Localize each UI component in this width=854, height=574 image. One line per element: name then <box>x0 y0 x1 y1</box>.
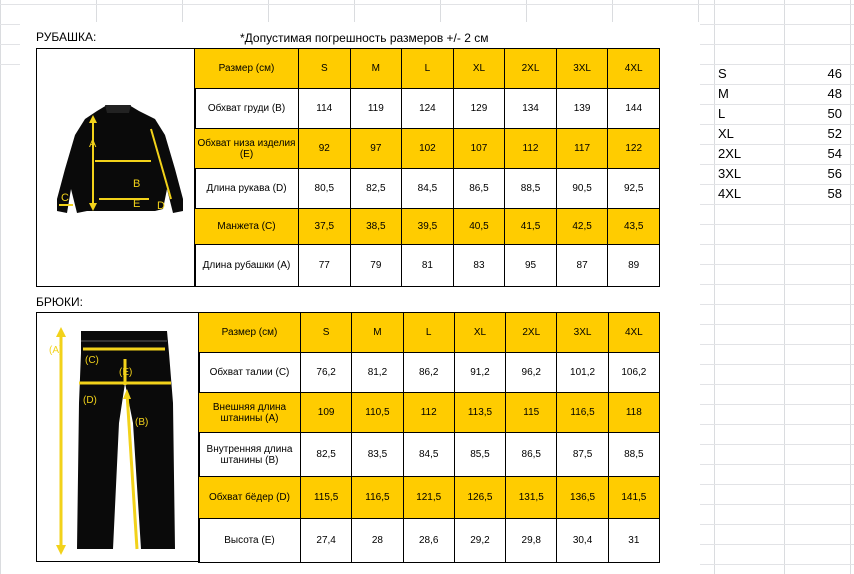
table-cell: 92,5 <box>608 169 660 209</box>
table-cell: 42,5 <box>556 209 608 245</box>
pants-illustration-frame <box>36 312 200 562</box>
size-cell[interactable]: 3XL <box>718 166 742 181</box>
table-cell: 134 <box>505 89 557 129</box>
table-cell: 118 <box>608 393 659 433</box>
table-cell: 85,5 <box>454 433 505 477</box>
row-label: Обхват груди (B) <box>195 89 299 129</box>
table-cell: 131,5 <box>506 477 557 519</box>
table-cell: 88,5 <box>505 169 557 209</box>
value-cell[interactable]: 54 <box>827 146 842 161</box>
size-map-row[interactable] <box>714 124 854 144</box>
shirt-header-4xl: 4XL <box>608 49 660 89</box>
table-cell: 115,5 <box>301 477 352 519</box>
shirt-illustration <box>37 49 195 286</box>
row-label: Обхват низа изделия (E) <box>195 129 299 169</box>
table-cell: 80,5 <box>299 169 351 209</box>
row-label: Длина рукава (D) <box>195 169 299 209</box>
table-cell: 84,5 <box>403 433 454 477</box>
table-cell: 112 <box>505 129 557 169</box>
table-cell: 40,5 <box>453 209 505 245</box>
size-map-row[interactable] <box>714 144 854 164</box>
table-cell: 124 <box>402 89 454 129</box>
table-cell: 102 <box>402 129 454 169</box>
table-cell: 30,4 <box>557 519 608 563</box>
table-cell: 86,2 <box>403 353 454 393</box>
table-cell: 81,2 <box>352 353 403 393</box>
size-cell[interactable]: 2XL <box>718 146 742 161</box>
table-cell: 106,2 <box>608 353 659 393</box>
row-label: Внутренняя длина штанины (B) <box>199 433 301 477</box>
pants-letter-d: (D) <box>83 395 97 406</box>
value-cell[interactable]: 56 <box>827 166 842 181</box>
table-row <box>195 209 660 245</box>
size-map-row[interactable] <box>714 84 854 104</box>
size-map-cells <box>714 64 854 204</box>
shirt-header-row <box>195 49 660 89</box>
size-map-row[interactable] <box>714 104 854 124</box>
shirt-section-label: РУБАШКА: <box>36 30 97 44</box>
shirt-header-xl: XL <box>453 49 505 89</box>
shirt-size-table <box>194 48 660 287</box>
table-cell: 83,5 <box>352 433 403 477</box>
table-row <box>199 353 660 393</box>
pants-header-row <box>199 313 660 353</box>
table-cell: 29,8 <box>506 519 557 563</box>
table-cell: 38,5 <box>350 209 402 245</box>
table-cell: 129 <box>453 89 505 129</box>
table-cell: 76,2 <box>301 353 352 393</box>
table-cell: 101,2 <box>557 353 608 393</box>
table-cell: 144 <box>608 89 660 129</box>
row-label: Длина рубашки (A) <box>195 245 299 287</box>
table-cell: 41,5 <box>505 209 557 245</box>
shirt-header-s: S <box>299 49 351 89</box>
table-cell: 116,5 <box>557 393 608 433</box>
table-cell: 115 <box>506 393 557 433</box>
value-cell[interactable]: 52 <box>827 126 842 141</box>
table-cell: 114 <box>299 89 351 129</box>
size-cell[interactable]: L <box>718 106 726 121</box>
pants-header-m: M <box>352 313 403 353</box>
shirt-header-m: M <box>350 49 402 89</box>
table-cell: 119 <box>350 89 402 129</box>
table-cell: 96,2 <box>506 353 557 393</box>
pants-header-size: Размер (см) <box>199 313 301 353</box>
table-cell: 122 <box>608 129 660 169</box>
table-cell: 82,5 <box>350 169 402 209</box>
table-cell: 109 <box>301 393 352 433</box>
table-cell: 88,5 <box>608 433 659 477</box>
table-cell: 112 <box>403 393 454 433</box>
shirt-letter-e: E <box>133 198 141 210</box>
table-cell: 97 <box>350 129 402 169</box>
table-row <box>199 393 660 433</box>
table-cell: 121,5 <box>403 477 454 519</box>
shirt-letter-b: B <box>133 178 141 190</box>
pants-letter-b: (B) <box>135 417 149 428</box>
pants-letter-c: (C) <box>85 355 99 366</box>
table-cell: 116,5 <box>352 477 403 519</box>
pants-size-table <box>198 312 660 563</box>
table-cell: 90,5 <box>556 169 608 209</box>
value-cell[interactable]: 48 <box>827 86 842 101</box>
table-cell: 82,5 <box>301 433 352 477</box>
table-cell: 81 <box>402 245 454 287</box>
shirt-illustration-frame <box>36 48 196 287</box>
size-cell[interactable]: S <box>718 66 727 81</box>
table-cell: 43,5 <box>608 209 660 245</box>
row-label: Обхват талии (C) <box>199 353 301 393</box>
table-cell: 110,5 <box>352 393 403 433</box>
pants-header-s: S <box>301 313 352 353</box>
pants-header-xl: XL <box>454 313 505 353</box>
row-label: Внешняя длина штанины (A) <box>199 393 301 433</box>
row-label: Манжета (C) <box>195 209 299 245</box>
table-cell: 27,4 <box>301 519 352 563</box>
tolerance-note: *Допустимая погрешность размеров +/- 2 см <box>240 31 489 45</box>
table-row <box>199 519 660 563</box>
pants-section-label: БРЮКИ: <box>36 295 83 309</box>
table-row <box>195 169 660 209</box>
size-map-row[interactable] <box>714 64 854 84</box>
table-cell: 89 <box>608 245 660 287</box>
table-cell: 113,5 <box>454 393 505 433</box>
size-map-row[interactable] <box>714 164 854 184</box>
table-cell: 83 <box>453 245 505 287</box>
table-cell: 91,2 <box>454 353 505 393</box>
size-cell[interactable]: M <box>718 86 729 101</box>
table-cell: 77 <box>299 245 351 287</box>
table-cell: 86,5 <box>506 433 557 477</box>
shirt-header-size: Размер (см) <box>195 49 299 89</box>
table-row <box>195 245 660 287</box>
table-cell: 92 <box>299 129 351 169</box>
table-row <box>195 129 660 169</box>
table-cell: 31 <box>608 519 659 563</box>
table-cell: 39,5 <box>402 209 454 245</box>
table-cell: 87 <box>556 245 608 287</box>
value-cell[interactable]: 50 <box>827 106 842 121</box>
pants-header-2xl: 2XL <box>506 313 557 353</box>
table-cell: 28 <box>352 519 403 563</box>
table-row <box>199 477 660 519</box>
table-cell: 126,5 <box>454 477 505 519</box>
row-label: Высота (E) <box>199 519 301 563</box>
size-cell[interactable]: XL <box>718 126 734 141</box>
table-cell: 87,5 <box>557 433 608 477</box>
table-cell: 37,5 <box>299 209 351 245</box>
shirt-letter-c: C <box>61 192 69 204</box>
table-cell: 136,5 <box>557 477 608 519</box>
shirt-header-2xl: 2XL <box>505 49 557 89</box>
table-cell: 107 <box>453 129 505 169</box>
table-cell: 84,5 <box>402 169 454 209</box>
table-cell: 28,6 <box>403 519 454 563</box>
table-cell: 86,5 <box>453 169 505 209</box>
table-cell: 95 <box>505 245 557 287</box>
table-cell: 139 <box>556 89 608 129</box>
table-row <box>195 89 660 129</box>
pants-header-4xl: 4XL <box>608 313 659 353</box>
value-cell[interactable]: 58 <box>827 186 842 201</box>
shirt-letter-a: A <box>89 138 97 150</box>
table-cell: 141,5 <box>608 477 659 519</box>
pants-letter-e: (E) <box>119 367 133 378</box>
shirt-letter-d: D <box>157 200 165 212</box>
pants-header-3xl: 3XL <box>557 313 608 353</box>
size-map-row[interactable] <box>714 184 854 204</box>
value-cell[interactable]: 46 <box>827 66 842 81</box>
row-label: Обхват бёдер (D) <box>199 477 301 519</box>
pants-header-l: L <box>403 313 454 353</box>
size-cell[interactable]: 4XL <box>718 186 742 201</box>
table-cell: 29,2 <box>454 519 505 563</box>
pants-illustration <box>37 313 199 561</box>
shirt-header-3xl: 3XL <box>556 49 608 89</box>
table-cell: 117 <box>556 129 608 169</box>
pants-letter-a: (A) <box>49 345 63 356</box>
table-cell: 79 <box>350 245 402 287</box>
shirt-header-l: L <box>402 49 454 89</box>
table-row <box>199 433 660 477</box>
